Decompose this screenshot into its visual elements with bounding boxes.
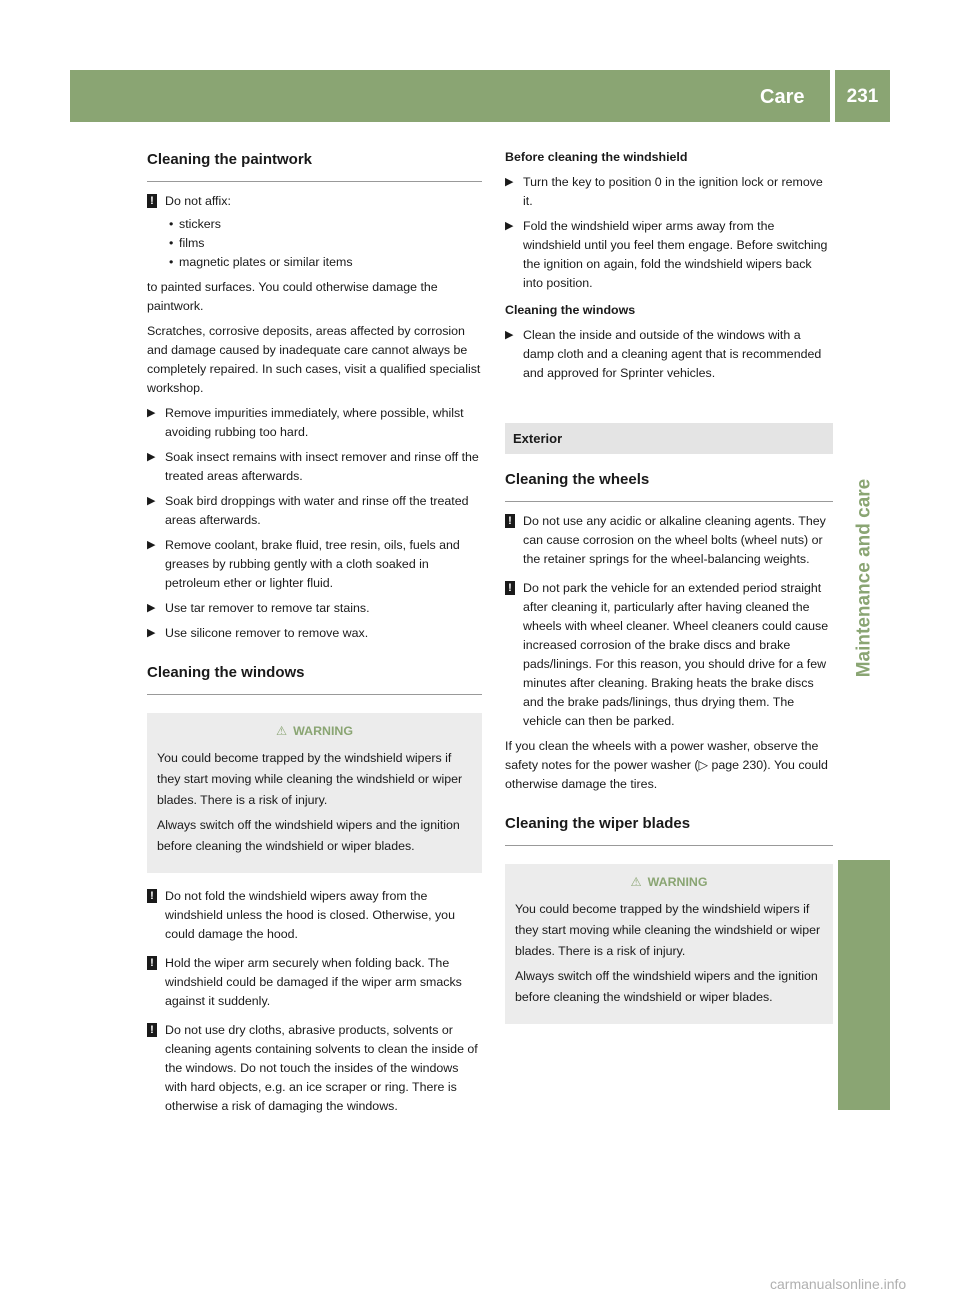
step-item: ▶ Remove impurities immediately, where possible, whilst avoiding rubbing too hard. — [147, 406, 464, 439]
arrow-right-icon: ▶ — [147, 451, 156, 463]
arrow-right-icon: ▶ — [147, 539, 156, 551]
bullet-list — [165, 215, 482, 272]
note-intro: Do not affix: — [165, 194, 231, 208]
warning-header: ⚠ WARNING — [276, 724, 353, 738]
side-tab-label: Maintenance and care — [853, 478, 874, 678]
note-item: ! Do not fold the windshield wipers away from the windshield unless the hood is closed. Otherwise, you could damage the hood. — [147, 887, 482, 944]
side-tab — [838, 448, 890, 708]
step-item: ▶ Remove coolant, brake fluid, tree resin, oils, fuels and greases by rubbing gently with a cloth soaked in petroleum ether or lighter fluid. — [147, 538, 460, 590]
right-column — [505, 140, 833, 1038]
section-heading-wheels: Cleaning the wheels — [505, 460, 833, 502]
exclamation-icon: ! — [147, 956, 157, 970]
warning-text: Always switch off the windshield wipers and the ignition before cleaning the windshield or wiper blades. — [157, 818, 460, 853]
note-outro: to painted surfaces. You could otherwise damage the paintwork. — [147, 280, 438, 313]
arrow-right-icon: ▶ — [505, 176, 514, 188]
arrow-right-icon: ▶ — [505, 220, 514, 232]
warning-text: Always switch off the windshield wipers and the ignition before cleaning the windshield or wiper blades. — [515, 969, 818, 1004]
note-item: ! Hold the wiper arm securely when folding back. The windshield could be damaged if the wiper arm smacks against it suddenly. — [147, 954, 482, 1011]
step-item: ▶ Soak bird droppings with water and rinse off the treated areas afterwards. — [147, 494, 469, 527]
warning-box — [505, 864, 833, 1024]
paragraph: Scratches, corrosive deposits, areas affected by corrosion and damage caused by inadequate care cannot always be completely repaired. In such cases, visit a qualified specialist workshop. — [147, 324, 481, 395]
note-item: ! Do not park the vehicle for an extended period straight after cleaning it, particularly after having cleaned the wheels with wheel cleaner. Wheel cleaners could cause increased corrosion of the brake discs and brake pads/linings. For this reason, you should drive for a few minutes after cleaning. Braking heats the brake discs and the brake pads/linings, thus drying them. The vehicle can then be parked. — [505, 579, 833, 731]
section-heading-wiper-blades: Cleaning the wiper blades — [505, 804, 833, 846]
exclamation-icon: ! — [147, 889, 157, 903]
list-item: • stickers — [165, 215, 482, 234]
arrow-right-icon: ▶ — [147, 495, 156, 507]
arrow-right-icon: ▶ — [147, 407, 156, 419]
warning-triangle-icon: ⚠ — [276, 724, 288, 738]
header-bar — [70, 70, 830, 122]
subheading-cleaning-windows: Cleaning the windows — [505, 303, 636, 317]
section-heading-paintwork: Cleaning the paintwork — [147, 140, 482, 182]
arrow-right-icon: ▶ — [147, 627, 156, 639]
exclamation-icon: ! — [505, 514, 515, 528]
step-item: ▶ Turn the key to position 0 in the ignition lock or remove it. — [505, 175, 823, 208]
side-tab-block — [838, 860, 890, 1110]
subheading-before-windshield: Before cleaning the windshield — [505, 150, 688, 164]
note-item: ! Do not use any acidic or alkaline cleaning agents. They can cause corrosion on the wheel bolts (wheel nuts) or the retainer springs for the wheel-balancing weights. — [505, 512, 833, 569]
warning-triangle-icon: ⚠ — [630, 875, 642, 889]
warning-text: You could become trapped by the windshield wipers if they start moving while cleaning the windshield or wiper blades. There is a risk of injury. — [515, 902, 821, 958]
arrow-right-icon: ▶ — [505, 329, 514, 341]
warning-box — [147, 713, 482, 873]
step-item: ▶ Use tar remover to remove tar stains. — [147, 599, 482, 618]
step-item: ▶ Soak insect remains with insect remover and rinse off the treated areas afterwards. — [147, 450, 479, 483]
exclamation-icon: ! — [147, 194, 157, 208]
warning-header: ⚠ WARNING — [630, 875, 708, 889]
section-title: Care — [760, 86, 805, 108]
list-item: • magnetic plates or similar items — [165, 253, 482, 272]
note-paintwork — [147, 192, 482, 272]
page-number: 231 — [835, 70, 890, 122]
warning-text: You could become trapped by the windshield wipers if they start moving while cleaning the windshield or wiper blades. There is a risk of injury. — [157, 751, 463, 807]
exclamation-icon: ! — [505, 581, 515, 595]
list-item: • films — [165, 234, 482, 253]
arrow-right-icon: ▶ — [147, 602, 156, 614]
watermark: carmanualsonline.info — [770, 1276, 907, 1292]
exterior-bar: Exterior — [505, 423, 833, 454]
step-item: ▶ Use silicone remover to remove wax. — [147, 624, 482, 643]
step-item: ▶ Fold the windshield wiper arms away from the windshield until you feel them engage. Before switching the ignition on again, fold the windshield wipers back into position. — [505, 219, 828, 290]
exclamation-icon: ! — [147, 1023, 157, 1037]
left-column — [147, 140, 482, 1122]
section-heading-windows: Cleaning the windows — [147, 653, 482, 695]
step-item: ▶ Clean the inside and outside of the windows with a damp cloth and a cleaning agent that is recommended and approved for Sprinter vehicles. — [505, 328, 822, 380]
paragraph: If you clean the wheels with a power washer, observe the safety notes for the power washer (▷ page 230). You could otherwise damage the tires. — [505, 739, 828, 791]
note-item: ! Do not use dry cloths, abrasive products, solvents or cleaning agents containing solvents to clean the inside of the windows. Do not touch the insides of the windows with hard objects, e.g. an ice scraper or ring. There is otherwise a risk of damaging the windows. — [147, 1021, 482, 1116]
